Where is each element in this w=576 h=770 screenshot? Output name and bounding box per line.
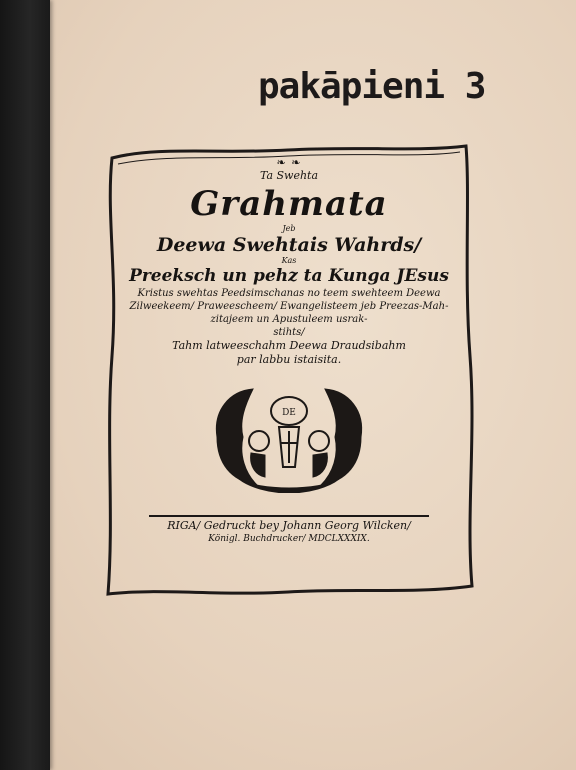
- title-line-9: zitajeem un Apustuleem usrak-: [210, 314, 368, 325]
- title-line-4: Deewa Swehtais Wahrds/: [156, 234, 422, 256]
- title-line-12: par labbu istaisita.: [236, 353, 342, 366]
- title-frame: [98, 136, 480, 606]
- ornament: ❧ ❧: [276, 156, 302, 169]
- book-spine: [0, 0, 50, 770]
- title-line-10: stihts/: [273, 327, 305, 338]
- title-line-11: Tahm latweeschahm Deewa Draudsibahm: [172, 339, 406, 352]
- title-line-1: Ta Swehta: [259, 169, 319, 182]
- imprint-line-1: RIGA/ Gedruckt bey Johann Georg Wilcken/: [167, 519, 411, 532]
- library-stamp: pakāpieni 3: [258, 66, 486, 107]
- title-line-5: Kas: [281, 256, 297, 265]
- vignette-label: DE: [282, 408, 296, 418]
- main-title: Grahmata: [190, 184, 388, 224]
- woodcut-vignette: [209, 381, 369, 493]
- title-line-6: Preeksch un pehz ta Kunga JEsus: [129, 266, 449, 286]
- imprint-line-2: Königl. Buchdrucker/ MDCLXXXIX.: [208, 534, 370, 544]
- title-page-text: [116, 154, 462, 545]
- title-line-8: Zilweekeem/ Praweescheem/ Ewangelisteem jeb Preezas-Mah-: [129, 301, 449, 312]
- title-line-7: Kristus swehtas Peedsimschanas no teem swehteem Deewa: [137, 288, 441, 299]
- divider-rule: [149, 515, 429, 517]
- title-line-3: Jeb: [282, 224, 296, 233]
